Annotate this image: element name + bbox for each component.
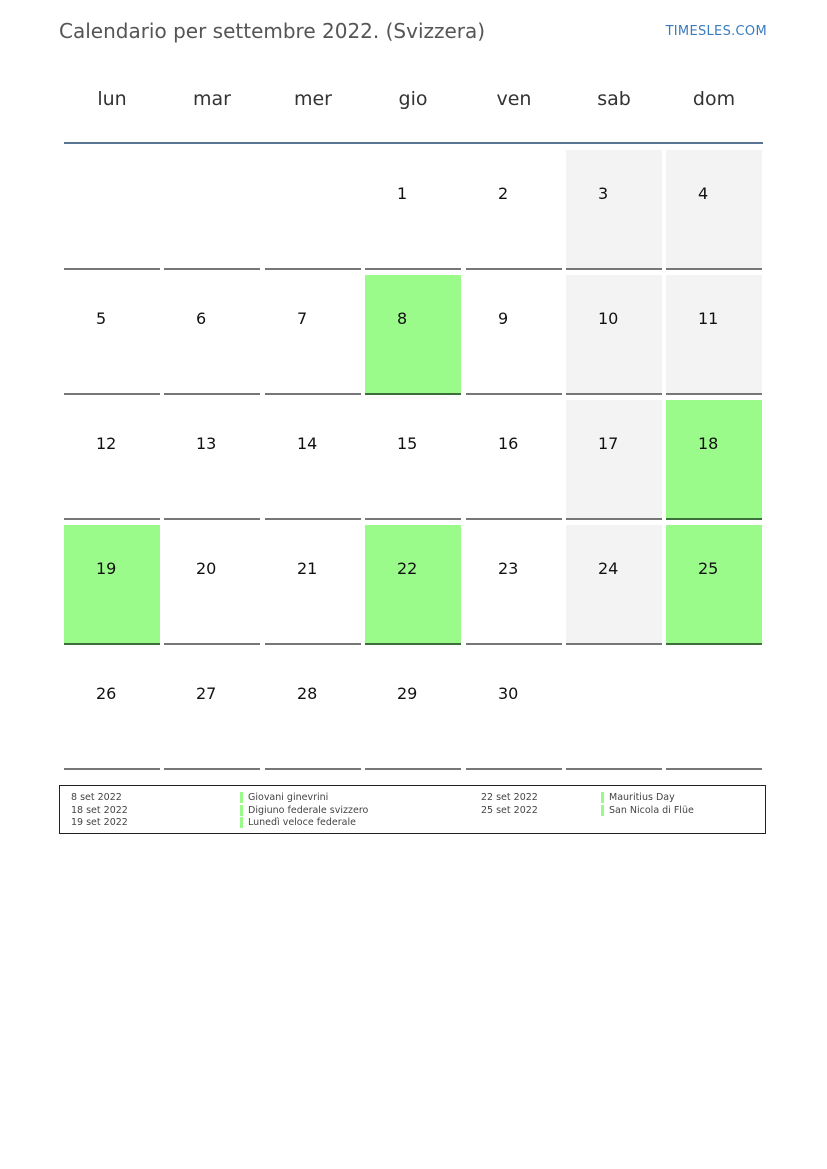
cell-underline [265,518,361,520]
day-number: 23 [498,559,519,578]
holiday-color-marker [240,792,243,803]
day-cell[interactable] [64,650,160,770]
day-cell[interactable] [566,400,662,520]
cell-underline [64,268,160,270]
cell-underline [666,643,762,645]
day-cell[interactable] [466,400,562,520]
cell-underline [265,768,361,770]
cell-underline [466,268,562,270]
day-number: 20 [196,559,217,578]
day-cell[interactable] [566,275,662,395]
day-cell[interactable] [365,275,461,395]
day-number: 2 [498,184,509,203]
cell-underline [466,643,562,645]
day-number: 8 [397,309,408,328]
cell-underline [365,518,461,520]
day-cell[interactable] [466,525,562,645]
day-number: 7 [297,309,308,328]
cell-underline [365,643,461,645]
day-cell[interactable] [365,150,461,270]
day-number: 13 [196,434,217,453]
day-cell[interactable] [466,275,562,395]
day-cell[interactable] [265,275,361,395]
day-cell[interactable] [666,275,762,395]
day-cell[interactable] [164,650,260,770]
cell-underline [265,393,361,395]
day-number: 28 [297,684,318,703]
day-number: 30 [498,684,519,703]
day-number: 25 [698,559,719,578]
cell-underline [265,268,361,270]
brand-link[interactable]: TIMESLES.COM [665,24,767,39]
holiday-color-marker [601,805,604,816]
cell-underline [666,393,762,395]
day-number: 14 [297,434,318,453]
day-cell[interactable] [64,400,160,520]
day-cell[interactable] [666,525,762,645]
day-number: 21 [297,559,318,578]
cell-underline [164,768,260,770]
day-cell[interactable] [666,150,762,270]
empty-cell [265,150,361,270]
day-number: 9 [498,309,509,328]
cell-underline [566,393,662,395]
day-number: 27 [196,684,217,703]
day-cell[interactable] [566,525,662,645]
holiday-name: Lunedì veloce federale [248,817,356,828]
day-number: 4 [698,184,709,203]
day-cell[interactable] [365,400,461,520]
holiday-date: 22 set 2022 [481,792,538,803]
day-number: 15 [397,434,418,453]
day-cell[interactable] [265,400,361,520]
day-cell[interactable] [666,400,762,520]
day-cell[interactable] [164,275,260,395]
day-cell[interactable] [365,525,461,645]
cell-underline [64,643,160,645]
cell-underline [666,268,762,270]
cell-underline [164,643,260,645]
weekday-6: dom [692,88,736,110]
weekday-5: sab [597,88,631,110]
day-cell[interactable] [365,650,461,770]
empty-cell [566,650,662,770]
holiday-legend [59,785,766,834]
cell-underline [64,518,160,520]
cell-underline [566,768,662,770]
holiday-color-marker [601,792,604,803]
page-title: Calendario per settembre 2022. (Svizzera) [59,19,486,43]
holiday-name: Mauritius Day [609,792,675,803]
cell-underline [164,518,260,520]
cell-underline [265,643,361,645]
day-cell[interactable] [265,650,361,770]
day-number: 17 [598,434,619,453]
day-number: 6 [196,309,207,328]
day-cell[interactable] [466,650,562,770]
day-cell[interactable] [265,525,361,645]
cell-underline [666,518,762,520]
weekday-2: mer [293,88,332,110]
weekday-4: ven [496,88,532,110]
day-cell[interactable] [64,525,160,645]
empty-cell [666,650,762,770]
day-cell[interactable] [64,275,160,395]
day-cell[interactable] [466,150,562,270]
day-number: 22 [397,559,418,578]
day-number: 1 [397,184,408,203]
day-number: 18 [698,434,719,453]
cell-underline [64,393,160,395]
day-number: 3 [598,184,609,203]
holiday-date: 18 set 2022 [71,805,128,816]
holiday-date: 8 set 2022 [71,792,122,803]
day-number: 11 [698,309,719,328]
day-cell[interactable] [164,525,260,645]
day-number: 12 [96,434,117,453]
weekday-0: lun [97,88,127,110]
holiday-name: Digiuno federale svizzero [248,805,369,816]
day-number: 10 [598,309,619,328]
cell-underline [466,518,562,520]
cell-underline [666,768,762,770]
empty-cell [164,150,260,270]
weekday-1: mar [193,88,231,110]
cell-underline [466,768,562,770]
cell-underline [164,268,260,270]
day-number: 29 [397,684,418,703]
cell-underline [365,768,461,770]
cell-underline [566,643,662,645]
cell-underline [164,393,260,395]
cell-underline [566,268,662,270]
cell-underline [365,393,461,395]
cell-underline [64,768,160,770]
holiday-date: 25 set 2022 [481,805,538,816]
day-cell[interactable] [566,150,662,270]
cell-underline [466,393,562,395]
day-number: 24 [598,559,619,578]
day-cell[interactable] [164,400,260,520]
weekday-3: gio [398,88,428,110]
empty-cell [64,150,160,270]
day-number: 16 [498,434,519,453]
holiday-name: San Nicola di Flüe [609,805,694,816]
holiday-color-marker [240,805,243,816]
holiday-name: Giovani ginevrini [248,792,329,803]
day-number: 26 [96,684,117,703]
cell-underline [365,268,461,270]
cell-underline [566,518,662,520]
day-number: 5 [96,309,107,328]
day-number: 19 [96,559,117,578]
holiday-color-marker [240,817,243,828]
holiday-date: 19 set 2022 [71,817,128,828]
